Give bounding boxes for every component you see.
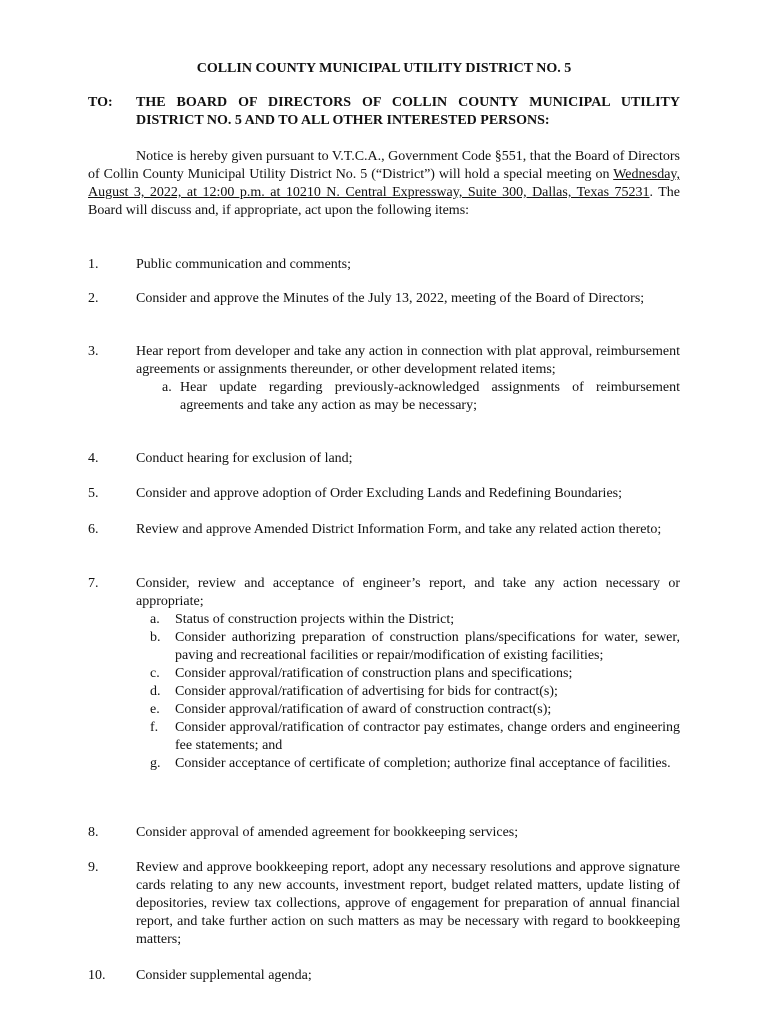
agenda-item-text: Hear report from developer and take any action in connection with plat approval, reimbursement agreements or assignments thereunder, or other development related items; xyxy=(136,344,680,377)
agenda-subitem-label: b. xyxy=(150,630,161,645)
agenda-item-number: 2. xyxy=(88,291,99,306)
addressee-text: THE BOARD OF DIRECTORS OF COLLIN COUNTY MUNICIPAL UTILITY DISTRICT NO. 5 AND TO ALL OTHER INTERESTED PERSONS: xyxy=(136,95,680,128)
addressee-block xyxy=(88,94,680,130)
agenda-subitem-text: Hear update regarding previously-acknowledged assignments of reimbursement agreements and take any action as may be necessary; xyxy=(180,380,680,413)
agenda-item-8 xyxy=(88,824,680,842)
agenda-subitem-text: Consider acceptance of certificate of completion; authorize final acceptance of facilities. xyxy=(175,756,671,771)
agenda-item-2 xyxy=(88,290,680,308)
agenda-item-text: Consider approval of amended agreement for bookkeeping services; xyxy=(136,825,519,840)
agenda-subitem-label: a. xyxy=(150,612,160,627)
agenda-subitem-text: Consider approval/ratification of construction plans and specifications; xyxy=(175,666,573,681)
addressee-label: TO: xyxy=(88,95,113,110)
agenda-item-10 xyxy=(88,967,680,985)
agenda-item-9 xyxy=(88,859,680,949)
agenda-subitem-label: e. xyxy=(150,702,160,717)
agenda-subitem xyxy=(150,611,680,629)
agenda-item-text: Consider, review and acceptance of engineer’s report, and take any action necessary or appropriate; xyxy=(136,576,680,609)
agenda-item-number: 8. xyxy=(88,825,99,840)
agenda-item-number: 1. xyxy=(88,257,99,272)
notice-paragraph xyxy=(88,148,680,220)
document-title: COLLIN COUNTY MUNICIPAL UTILITY DISTRICT NO. 5 xyxy=(196,61,572,76)
agenda-subitem-label: d. xyxy=(150,684,161,699)
agenda-subitem-text: Status of construction projects within the District; xyxy=(175,612,455,627)
agenda-item-number: 7. xyxy=(88,576,99,591)
agenda-subitem xyxy=(150,683,680,701)
agenda-subitem-label: a. xyxy=(162,380,172,395)
agenda-item-4 xyxy=(88,450,680,468)
meeting-date-location: Wednesday, August 3, 2022, at 12:00 p.m. at 10210 N. Central Expressway, Suite 300, Dallas, Texas 75231 xyxy=(88,167,680,200)
agenda-subitem xyxy=(150,719,680,755)
agenda-item-text: Public communication and comments; xyxy=(136,257,352,272)
notice-text-start: Notice is hereby given pursuant to V.T.C.A., Government Code §551, that the Board of Directors of Collin County Municipal Utility District No. 5 (“District”) will hold a special meeting on xyxy=(88,149,680,182)
agenda-item-text: Consider and approve the Minutes of the July 13, 2022, meeting of the Board of Directors; xyxy=(136,291,645,306)
agenda-item-7 xyxy=(88,575,680,773)
agenda-subitem xyxy=(150,665,680,683)
agenda-item-number: 10. xyxy=(88,968,106,983)
agenda-subitem xyxy=(162,379,680,415)
agenda-item-number: 4. xyxy=(88,451,99,466)
agenda-subitem-text: Consider approval/ratification of advertising for bids for contract(s); xyxy=(175,684,558,699)
agenda-subitem xyxy=(150,701,680,719)
agenda-item-1 xyxy=(88,256,680,274)
agenda-item-3 xyxy=(88,343,680,415)
agenda-item-6 xyxy=(88,521,680,539)
agenda-item-number: 3. xyxy=(88,344,99,359)
agenda-subitem-label: g. xyxy=(150,756,161,771)
agenda-item-text: Consider and approve adoption of Order Excluding Lands and Redefining Boundaries; xyxy=(136,486,622,501)
agenda-item-text: Review and approve bookkeeping report, adopt any necessary resolutions and approve signature cards relating to any new accounts, investment report, budget related matters, update listing of depositories, review tax collections, approve of engagement for preparation of annual financial report, and take further action on such matters as may be necessary with regard to bookkeeping matters; xyxy=(136,860,680,947)
agenda-item-text: Review and approve Amended District Information Form, and take any related action thereto; xyxy=(136,522,662,537)
agenda-subitem-label: c. xyxy=(150,666,160,681)
agenda-subitem-text: Consider approval/ratification of contractor pay estimates, change orders and engineering fee statements; and xyxy=(175,720,680,753)
agenda-item-text: Consider supplemental agenda; xyxy=(136,968,312,983)
agenda-item-number: 9. xyxy=(88,860,99,875)
agenda-subitem xyxy=(150,755,680,773)
agenda-subitem-label: f. xyxy=(150,720,159,735)
agenda-item-5 xyxy=(88,485,680,503)
notice-text-end: . The Board will discuss and, if appropriate, act upon the following items: xyxy=(88,185,680,218)
agenda-item-number: 6. xyxy=(88,522,99,537)
agenda-item-number: 5. xyxy=(88,486,99,501)
agenda-item-text: Conduct hearing for exclusion of land; xyxy=(136,451,353,466)
agenda-subitem xyxy=(150,629,680,665)
agenda-subitem-text: Consider authorizing preparation of construction plans/specifications for water, sewer, paving and recreational facilities or repair/modification of existing facilities; xyxy=(175,630,680,663)
agenda-subitem-text: Consider approval/ratification of award of construction contract(s); xyxy=(175,702,552,717)
